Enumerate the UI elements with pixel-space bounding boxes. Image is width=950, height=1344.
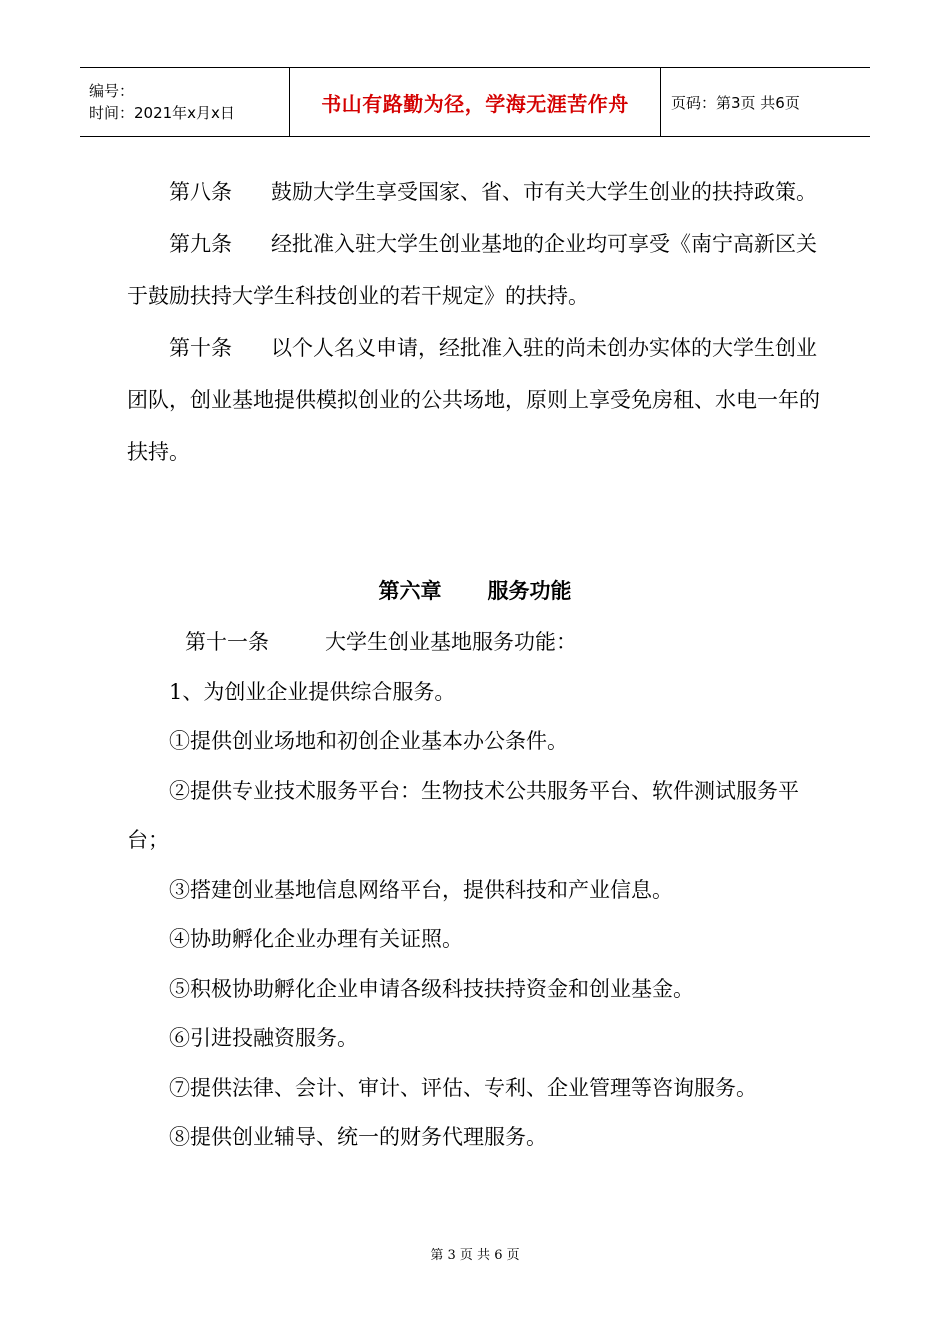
article-9 [127, 218, 827, 322]
article-text: 以个人名义申请，经批准入驻的尚未创办实体的大学生创业团队，创业基地提供模拟创业的公共场地，原则上享受免房租、水电一年的扶持。 [127, 336, 820, 464]
list-item: ③搭建创业基地信息网络平台，提供科技和产业信息。 [169, 877, 673, 902]
list-item: ⑧提供创业辅导、统一的财务代理服务。 [169, 1125, 547, 1149]
services-section [127, 618, 827, 1163]
article-label: 第十条 [169, 336, 232, 360]
number-label: 编号： [89, 82, 135, 100]
motto-text: 书山有路勤为径，学海无涯苦作舟 [321, 91, 629, 116]
article-text: 经批准入驻大学生创业基地的企业均可享受《南宁高新区关于鼓励扶持大学生科技创业的若干规定》的扶持。 [127, 232, 817, 308]
page-header [80, 67, 870, 137]
time-label: 时间：2021年x月x日 [89, 104, 235, 122]
article-11 [127, 618, 827, 668]
chapter-number: 第六章 [378, 579, 442, 603]
article-label: 第八条 [169, 180, 232, 204]
list-item: 1、为创业企业提供综合服务。 [169, 679, 456, 704]
chapter-title: 服务功能 [487, 579, 572, 603]
list-item: ①提供创业场地和初创企业基本办公条件。 [169, 729, 568, 753]
list-item: ②提供专业技术服务平台：生物技术公共服务平台、软件测试服务平台； [127, 778, 799, 852]
header-motto-cell [289, 68, 661, 136]
list-item: ⑦提供法律、会计、审计、评估、专利、企业管理等咨询服务。 [169, 1075, 757, 1100]
list-item: ⑥引进投融资服务。 [169, 1026, 358, 1050]
article-label: 第十一条 [185, 630, 269, 654]
chapter-heading [0, 568, 950, 614]
article-text: 大学生创业基地服务功能： [325, 630, 577, 654]
article-text: 鼓励大学生享受国家、省、市有关大学生创业的扶持政策。 [271, 180, 817, 204]
list-item: ⑤积极协助孵化企业申请各级科技扶持资金和创业基金。 [169, 976, 694, 1001]
article-8 [127, 166, 827, 218]
header-left-cell [80, 68, 289, 136]
article-10 [127, 322, 827, 478]
article-label: 第九条 [169, 232, 232, 256]
header-page-info: 页码：第3页 共6页 [671, 93, 800, 112]
header-page-cell [661, 68, 870, 136]
articles-section [127, 166, 827, 478]
page-footer [0, 1244, 950, 1263]
footer-page-number: 第 3 页 共 6 页 [430, 1248, 520, 1263]
list-item: ④协助孵化企业办理有关证照。 [169, 927, 463, 951]
